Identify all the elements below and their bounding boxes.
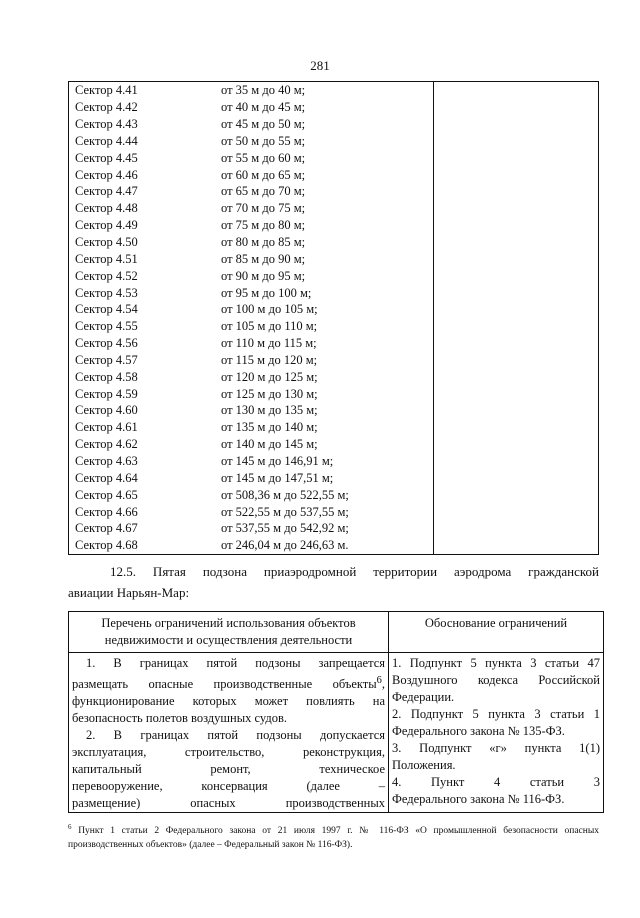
sector-range: от 522,55 м до 537,55 м; bbox=[221, 504, 349, 519]
header-restrictions: Перечень ограничений использования объектов недвижимости и осуществления деятельности bbox=[69, 612, 389, 653]
restriction-2-line: капитальный ремонт, техническое bbox=[72, 762, 385, 777]
justification-4-line: Федерального закона № 116-ФЗ. bbox=[392, 792, 565, 806]
restriction-2-line: эксплуатация, строительство, реконструкция, bbox=[72, 745, 385, 760]
justification-2-line: 2. Подпункт 5 пункта 3 статьи 1 bbox=[392, 707, 600, 721]
sector-row bbox=[69, 82, 599, 99]
sector-range: от 45 м до 50 м; bbox=[221, 117, 306, 132]
sector-name: Сектор 4.64 bbox=[69, 469, 216, 486]
sector-range: от 100 м до 105 м; bbox=[221, 302, 318, 317]
justification-1-line: Воздушного кодекса Российской bbox=[392, 673, 600, 687]
sector-name: Сектор 4.42 bbox=[69, 99, 216, 116]
sector-name: Сектор 4.61 bbox=[69, 419, 216, 436]
justification-cell bbox=[389, 653, 604, 813]
justification-4-line: 4. Пункт 4 статьи 3 bbox=[392, 775, 600, 789]
sector-range: от 140 м до 145 м; bbox=[221, 437, 318, 452]
section-paragraph bbox=[68, 561, 599, 603]
restriction-2-line: размещение) опасных производственных bbox=[72, 796, 385, 811]
sector-range: от 50 м до 55 м; bbox=[221, 133, 306, 148]
sector-name: Сектор 4.49 bbox=[69, 217, 216, 234]
sector-range: от 115 м до 120 м; bbox=[221, 352, 318, 367]
sector-range: от 105 м до 110 м; bbox=[221, 319, 318, 334]
sector-name: Сектор 4.41 bbox=[69, 82, 216, 99]
sector-range: от 120 м до 125 м; bbox=[221, 369, 318, 384]
justification-1-line: Федерации. bbox=[392, 690, 455, 704]
sector-name: Сектор 4.50 bbox=[69, 234, 216, 251]
justification-2-line: Федерального закона № 135-ФЗ. bbox=[392, 724, 565, 738]
sector-name: Сектор 4.67 bbox=[69, 520, 216, 537]
sector-range: от 35 м до 40 м; bbox=[221, 83, 306, 98]
restriction-1-line: 1. В границах пятой подзоны запрещается bbox=[86, 656, 385, 670]
sector-name: Сектор 4.65 bbox=[69, 486, 216, 503]
justification-3-line: Положения. bbox=[392, 758, 456, 772]
section-line-1: 12.5. Пятая подзона приаэродромной территории аэродрома гражданской bbox=[110, 564, 599, 579]
page-number: 281 bbox=[310, 58, 330, 73]
section-line-2: авиации Нарьян-Мар: bbox=[68, 585, 190, 600]
sector-table bbox=[68, 81, 599, 555]
sector-name: Сектор 4.57 bbox=[69, 352, 216, 369]
footnote-mark: 6 bbox=[68, 823, 72, 831]
sector-name: Сектор 4.48 bbox=[69, 200, 216, 217]
sector-range: от 80 м до 85 м; bbox=[221, 235, 306, 250]
sector-range: от 40 м до 45 м; bbox=[221, 100, 306, 115]
sector-name: Сектор 4.54 bbox=[69, 301, 216, 318]
sector-name: Сектор 4.55 bbox=[69, 318, 216, 335]
sector-range: от 70 м до 75 м; bbox=[221, 201, 306, 216]
sector-range: от 145 м до 147,51 м; bbox=[221, 470, 334, 485]
sector-name: Сектор 4.53 bbox=[69, 284, 216, 301]
sector-range: от 508,36 м до 522,55 м; bbox=[221, 487, 349, 502]
footnote bbox=[68, 820, 599, 852]
sector-name: Сектор 4.62 bbox=[69, 436, 216, 453]
restriction-2-line: 2. В границах пятой подзоны допускается bbox=[86, 728, 385, 743]
sector-range: от 135 м до 140 м; bbox=[221, 420, 318, 435]
restrictions-cell bbox=[69, 653, 389, 813]
sector-name: Сектор 4.56 bbox=[69, 335, 216, 352]
footnote-divider bbox=[68, 812, 238, 813]
sector-name: Сектор 4.59 bbox=[69, 385, 216, 402]
sector-name: Сектор 4.52 bbox=[69, 267, 216, 284]
sector-name: Сектор 4.66 bbox=[69, 503, 216, 520]
footnote-text: Пункт 1 статьи 2 Федерального закона от 21 июля 1997 г. № 116-ФЗ «О промышленной безопасности опасных производственных объектов» (далее – Федеральный закон № 116-ФЗ). bbox=[68, 826, 599, 851]
sector-name: Сектор 4.63 bbox=[69, 453, 216, 470]
justification-3-line: 3. Подпункт «г» пункта 1(1) bbox=[392, 741, 600, 755]
sector-range: от 65 м до 70 м; bbox=[221, 184, 306, 199]
header-justification: Обоснование ограничений bbox=[389, 612, 604, 653]
sector-name: Сектор 4.68 bbox=[69, 537, 216, 554]
sector-name: Сектор 4.51 bbox=[69, 250, 216, 267]
restriction-1-line: размещать опасные производственные объекты$^6$, bbox=[72, 675, 385, 692]
sector-range: от 85 м до 90 м; bbox=[221, 251, 306, 266]
sector-range: от 90 м до 95 м; bbox=[221, 268, 306, 283]
sector-name: Сектор 4.44 bbox=[69, 133, 216, 150]
sector-name: Сектор 4.46 bbox=[69, 166, 216, 183]
sector-name: Сектор 4.43 bbox=[69, 116, 216, 133]
sector-range: от 537,55 м до 542,92 м; bbox=[221, 521, 349, 536]
sector-range: от 95 м до 100 м; bbox=[221, 285, 312, 300]
restriction-1-line: безопасность полетов воздушных судов. bbox=[72, 711, 287, 726]
sector-range: от 75 м до 80 м; bbox=[221, 218, 306, 233]
restriction-1-line: функционирование которых может повлиять на bbox=[72, 694, 385, 709]
sector-name: Сектор 4.45 bbox=[69, 149, 216, 166]
sector-range: от 145 м до 146,91 м; bbox=[221, 453, 334, 468]
restriction-2-line: перевооружение, консервация (далее – bbox=[72, 779, 385, 794]
empty-column bbox=[434, 82, 599, 555]
restrictions-table bbox=[68, 611, 604, 813]
sector-range: от 246,04 м до 246,63 м. bbox=[221, 538, 349, 553]
sector-range: от 55 м до 60 м; bbox=[221, 150, 306, 165]
sector-name: Сектор 4.47 bbox=[69, 183, 216, 200]
justification-1-line: 1. Подпункт 5 пункта 3 статьи 47 bbox=[392, 656, 600, 670]
sector-name: Сектор 4.58 bbox=[69, 368, 216, 385]
sector-name: Сектор 4.60 bbox=[69, 402, 216, 419]
sector-range: от 60 м до 65 м; bbox=[221, 167, 306, 182]
sector-range: от 125 м до 130 м; bbox=[221, 386, 318, 401]
sector-range: от 130 м до 135 м; bbox=[221, 403, 318, 418]
footnote-ref: 6 bbox=[376, 675, 382, 686]
sector-range: от 110 м до 115 м; bbox=[221, 336, 317, 351]
